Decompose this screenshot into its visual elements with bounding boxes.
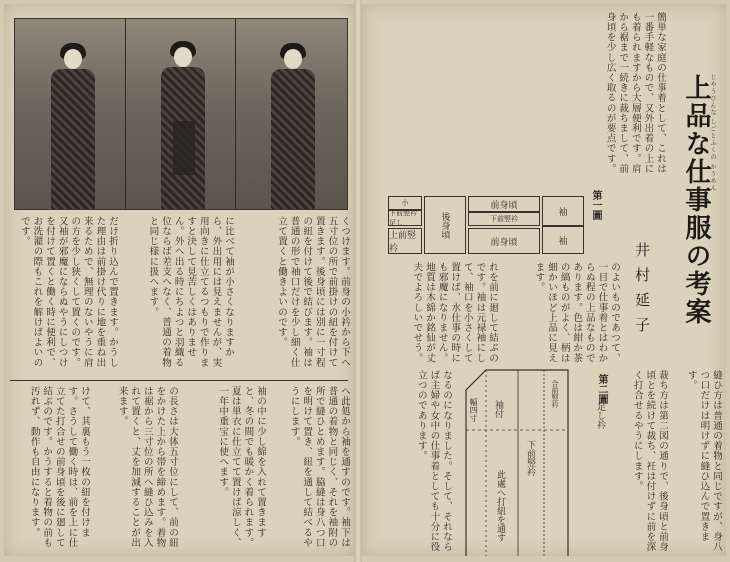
- article-title: 上品な仕事服の考案: [681, 74, 711, 326]
- article-text-col: へ此処から袖を通すのです。袖下は普通の着物と同じく、それを袖附の所で縫ひとめます。脇縫は身八つ口を明けて置き、紐を通して結べるやうにします。: [288, 386, 350, 548]
- article-text-col: 袖の中に少し綿を入れて置きますと、冬の間でも暖かく着られます。夏は単衣に仕立てて置けば涼しく、一年中重宝に使へます。: [217, 386, 266, 548]
- diagram-cell: 後身頃: [424, 196, 466, 254]
- article-text-col: なるのになりました。そして、それならば主婦や女中の仕事着としても十分に役立つのであります。: [415, 370, 452, 552]
- pattern-diagram-1: [388, 196, 584, 254]
- diagram-2-caption: 第二圖: [596, 374, 607, 404]
- woman-figure: [51, 43, 95, 209]
- photo-three-women: [14, 18, 348, 210]
- diagram-label: 下前竪衿: [525, 440, 535, 476]
- pattern-diagram-2: [458, 360, 578, 556]
- photo-divider: [125, 19, 126, 209]
- article-text-col: のよいものであつて、一目で仕事着とはわからぬ程の上品なものであります。色は紺か茶の縞ものがよく、柄は細かいほど上品に見えます。: [533, 262, 620, 363]
- article-text-col: 裁ち方は第二図の通りで、後身頃と前身頃とを続けて裁ち、衽は付けずに前を深く打合せるやうにします。: [631, 370, 668, 552]
- diagram-cell: 小: [388, 196, 422, 210]
- diagram-label: 此處へ打紐を通す: [495, 470, 505, 542]
- article-text-col: くつけます。前身の小衿から下へ五寸位の所で前掛けの紐を付けて置きます。後身頃には別に一寸程の紐を付けて後で結びます。袖は普通の形で袖口だけを少し細く仕立て置くと働きよいのです。: [276, 216, 350, 368]
- article-text-col: だけ折り込んで置きます。かうした理由は前掛け代りに地を重ね出来るためで、無理のないやうに肩の方を少し狭くして置くのです。又袖が邪魔にならぬやうにしつけを付けて置くと働く時に便利で、お洗濯の際もこれを解けばよいのです。: [18, 216, 118, 368]
- diagram-cell: 袖: [542, 196, 584, 226]
- diagram-label: 袖付: [493, 400, 503, 418]
- column-rule: [10, 380, 348, 381]
- article-text-col: けて、其裏もう一枚の紐を付けます。さうして働く時は、前を上に仕立てた打合せの前身頃を後に廻して結ぶのです。かうすると着物の前も汚れず、動作も自由になります。: [28, 386, 90, 548]
- diagram-cell: 下前竪衿足し: [388, 210, 422, 226]
- diagram-label: 幅四寸: [469, 398, 478, 422]
- diagram-label: 合前竪衿: [551, 380, 559, 408]
- article-text-col: 縫ひ方は普通の着物と同じですが、身八つ口だけは明けずに縫ひ込んで置きます。: [685, 370, 722, 552]
- article-text-col: の長さは大体五寸位にして、前の紐をかけた上から帯を締めます。着物は裾から三寸位の所へ縫ひ込みを入れて置くと、丈を加減することが出来ます。: [116, 386, 178, 548]
- diagram-cell: 下前竪衿: [468, 212, 540, 226]
- diagram-2-outline: [458, 360, 578, 556]
- diagram-1-caption: 第一圖: [590, 190, 601, 220]
- woman-figure: [271, 43, 315, 209]
- page-gutter: [354, 0, 362, 562]
- article-text-col: 簡単な家庭の仕事着として、これは一番手軽なもので、又外出着の上にも着られますから大層便利です。肩から裾まで一続きに裁ちまして、前身頃を少し広く取るのが要点です。: [604, 12, 666, 174]
- left-page: [4, 4, 354, 556]
- diagram-cell: 袖: [542, 226, 584, 254]
- diagram-cell: 上前竪衿: [388, 228, 422, 254]
- photo-divider: [235, 19, 236, 209]
- diagram-label: 足し衿: [595, 402, 605, 429]
- article-text-col: れを前に廻して結ぶのです。袖は元禄袖にして、袖口を小さくして置けば、水仕事の時にも邪魔になりません。地質は木綿か銘仙が丈夫でよろしいでせう。: [411, 262, 498, 363]
- diagram-cell: 前身頃: [468, 228, 540, 254]
- diagram-cell: 前身頃: [468, 196, 540, 212]
- article-author: 井村延子: [633, 242, 651, 342]
- right-page: [362, 4, 726, 556]
- article-text-col: に比べて袖が小さくなりますから、外出用には見えませんが、実用向きに仕立てるつもりで作りますと決して見苦しくはありません。外へ出る時にちよつと羽織る位ならば差支へなく、普通の着物と同じ様に扱へます。: [147, 216, 234, 368]
- woman-figure: [161, 41, 205, 209]
- title-ruby: じやうひんな しごとふくの かうあん: [709, 74, 716, 192]
